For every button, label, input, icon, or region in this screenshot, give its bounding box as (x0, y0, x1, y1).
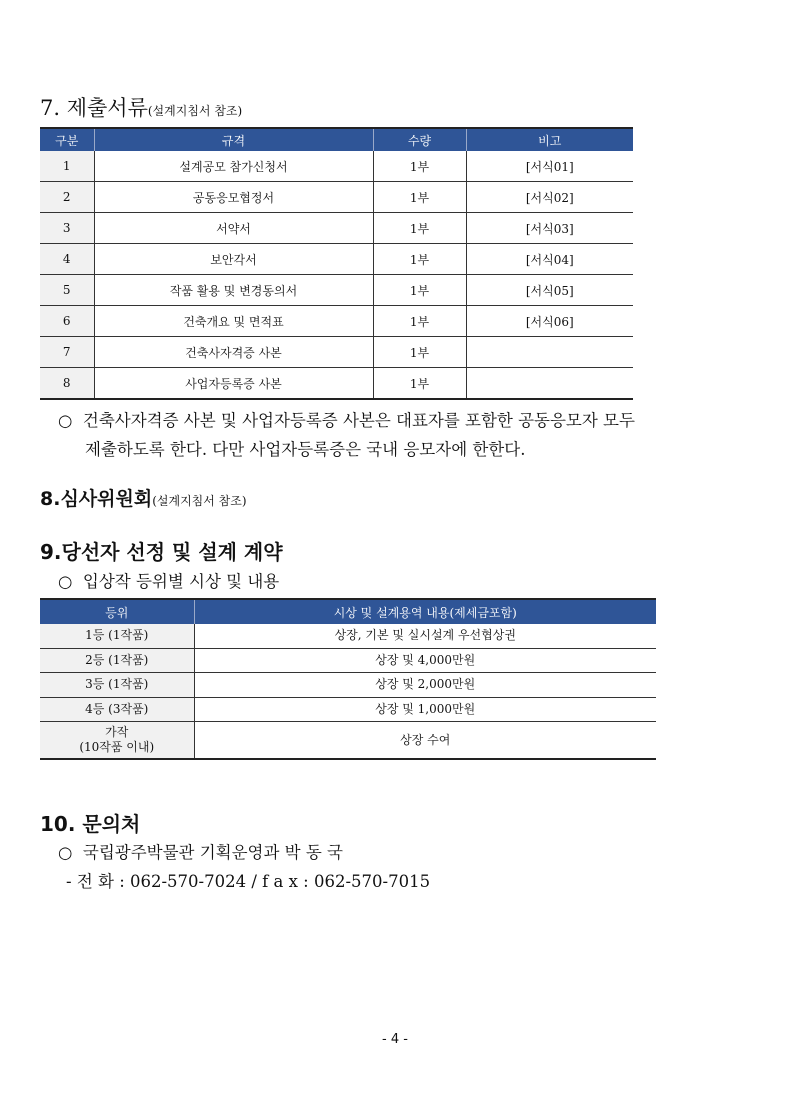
header-award: 시상 및 설계용역 내용(제세금포함) (194, 599, 656, 624)
quantity: 1부 (373, 213, 466, 244)
header-quantity: 수량 (373, 128, 466, 151)
contact-name: 국립광주박물관 기획운영과 박 동 국 (82, 843, 343, 862)
section-8-heading (40, 484, 247, 511)
row-number: 1 (40, 151, 94, 182)
bullet-circle-icon: ○ (58, 411, 73, 430)
form-code: [서식03] (466, 213, 633, 244)
document-name: 건축사자격증 사본 (94, 337, 373, 368)
submission-note-line-2 (85, 436, 525, 460)
header-remarks: 비고 (466, 128, 633, 151)
rank-cell (40, 722, 194, 760)
section-7-heading (40, 92, 242, 122)
documents-table-header (40, 128, 633, 151)
bullet-circle-icon: ○ (58, 843, 73, 862)
page-number: - 4 - (382, 1032, 408, 1047)
phone-fax-line: - 전 화 : 062-570-7024 / f a x : 062-570-7015 (66, 872, 431, 891)
award-cell: 상장 및 1,000만원 (194, 697, 656, 722)
table-row (40, 213, 633, 244)
table-row (40, 151, 633, 182)
document-name: 사업자등록증 사본 (94, 368, 373, 400)
row-number: 2 (40, 182, 94, 213)
rank-cell: 1등 (1작품) (40, 624, 194, 648)
section-7-title: 7. 제출서류 (40, 96, 148, 120)
header-category: 구분 (40, 128, 94, 151)
row-number: 7 (40, 337, 94, 368)
table-row (40, 337, 633, 368)
form-code: [서식05] (466, 275, 633, 306)
award-cell: 상장 수여 (194, 722, 656, 760)
quantity: 1부 (373, 306, 466, 337)
quantity: 1부 (373, 368, 466, 400)
submission-note-text-1: 건축사자격증 사본 및 사업자등록증 사본은 대표자를 포함한 공동응모자 모두 (82, 411, 635, 430)
award-cell: 상장 및 2,000만원 (194, 673, 656, 698)
rank-cell: 4등 (3작품) (40, 697, 194, 722)
rank-cell: 3등 (1작품) (40, 673, 194, 698)
table-row (40, 673, 656, 698)
row-number: 6 (40, 306, 94, 337)
section-8-note: (설계지침서 참조) (152, 494, 247, 508)
table-row (40, 275, 633, 306)
table-row (40, 722, 656, 760)
document-name: 서약서 (94, 213, 373, 244)
quantity: 1부 (373, 275, 466, 306)
submission-note-line-1 (58, 407, 635, 431)
documents-table (40, 127, 633, 400)
prize-table (40, 598, 656, 760)
rank-line-2: (10작품 이내) (79, 740, 155, 754)
contact-line (58, 839, 343, 863)
form-code: [서식02] (466, 182, 633, 213)
rank-cell: 2등 (1작품) (40, 648, 194, 673)
quantity: 1부 (373, 337, 466, 368)
row-number: 8 (40, 368, 94, 400)
row-number: 4 (40, 244, 94, 275)
rank-line-1: 가작 (105, 725, 129, 739)
section-7-note: (설계지침서 참조) (147, 104, 243, 118)
section-9-title: 9.당선자 선정 및 설계 계약 (40, 540, 283, 564)
row-number: 5 (40, 275, 94, 306)
header-rank: 등위 (40, 599, 194, 624)
section-9-subtitle-line (58, 568, 279, 592)
table-row (40, 306, 633, 337)
document-name: 보안각서 (94, 244, 373, 275)
form-code: [서식04] (466, 244, 633, 275)
form-code: [서식06] (466, 306, 633, 337)
document-name: 작품 활용 및 변경동의서 (94, 275, 373, 306)
form-code (466, 368, 633, 400)
document-name: 건축개요 및 면적표 (94, 306, 373, 337)
section-8-title: 8.심사위원회 (40, 488, 153, 510)
quantity: 1부 (373, 151, 466, 182)
table-row (40, 182, 633, 213)
form-code (466, 337, 633, 368)
document-name: 설계공모 참가신청서 (94, 151, 373, 182)
submission-note-text-2: 제출하도록 한다. 다만 사업자등록증은 국내 응모자에 한한다. (85, 440, 526, 459)
prize-table-header (40, 599, 656, 624)
section-9-subtitle: 입상작 등위별 시상 및 내용 (82, 572, 280, 591)
award-cell: 상장 및 4,000만원 (194, 648, 656, 673)
bullet-circle-icon: ○ (58, 572, 73, 591)
quantity: 1부 (373, 244, 466, 275)
table-row (40, 244, 633, 275)
form-code: [서식01] (466, 151, 633, 182)
table-row (40, 624, 656, 648)
section-10-title: 10. 문의처 (40, 812, 141, 836)
award-cell: 상장, 기본 및 실시설계 우선협상권 (194, 624, 656, 648)
quantity: 1부 (373, 182, 466, 213)
header-spec: 규격 (94, 128, 373, 151)
table-row (40, 697, 656, 722)
row-number: 3 (40, 213, 94, 244)
table-row (40, 648, 656, 673)
document-name: 공동응모협정서 (94, 182, 373, 213)
table-row (40, 368, 633, 400)
